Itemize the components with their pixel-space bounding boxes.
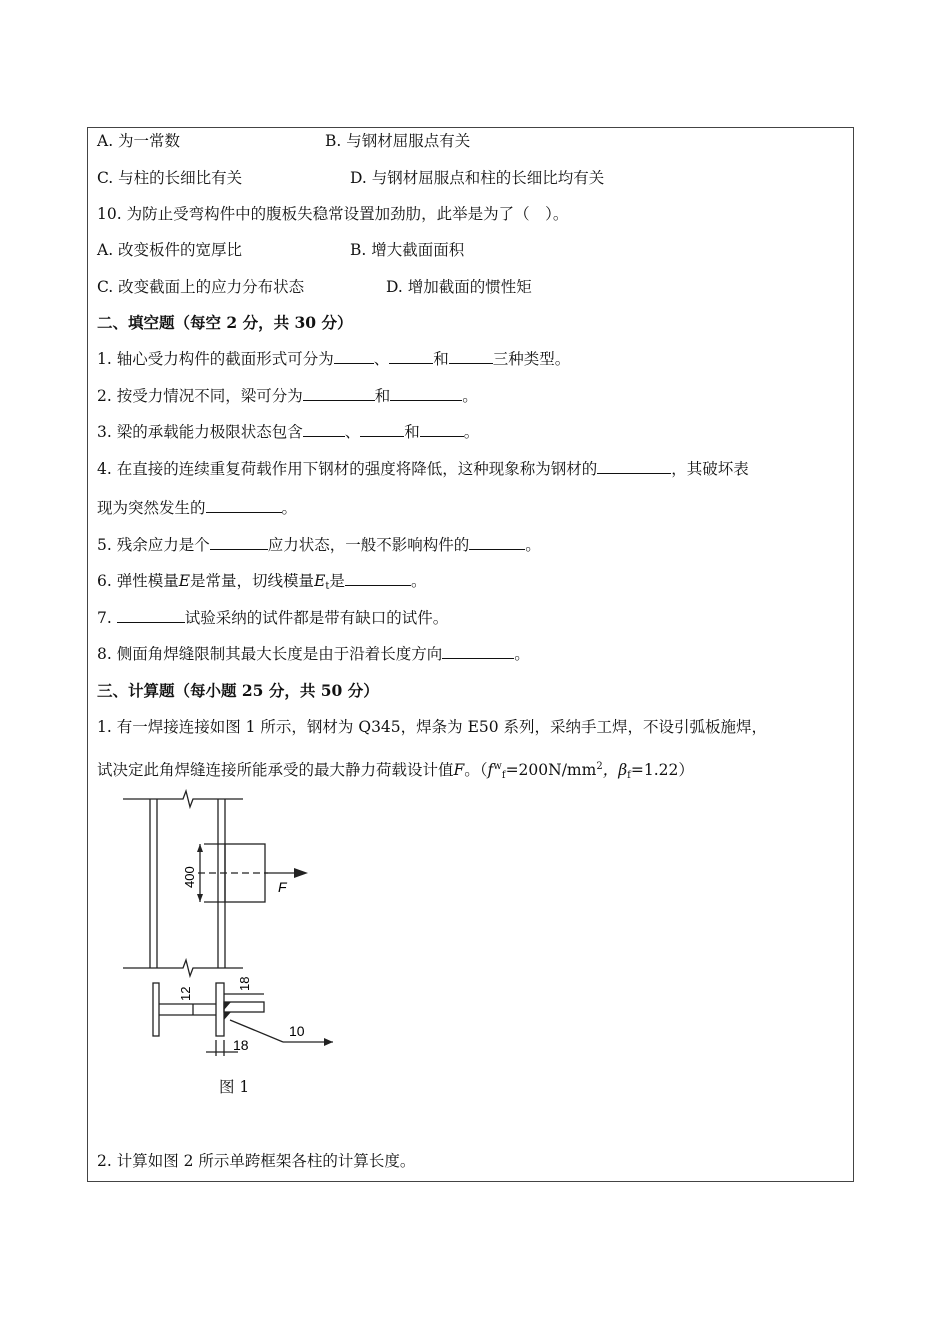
section2-heading: 二、填空题（每空 2 分，共 30 分） — [97, 313, 353, 332]
fill-q6-text-d: 。 — [410, 572, 427, 590]
symbol-f-sup: w — [493, 761, 502, 772]
blank[interactable] — [360, 421, 404, 437]
fill-q4-text-a: 4. 在直接的连续重复荷载作用下钢材的强度将降低，这种现象称为钢材的 — [97, 460, 598, 478]
symbol-beta: ，β — [602, 761, 628, 779]
beta-value: =1.22） — [630, 761, 694, 779]
fill-q3 — [97, 421, 479, 443]
blank[interactable] — [303, 385, 375, 401]
q10-option-a: A. 改变板件的宽厚比 — [97, 241, 243, 259]
calc-q2: 2. 计算如图 2 所示单跨框架各柱的计算长度。 — [97, 1152, 416, 1170]
fill-q5-text-a: 5. 残余应力是个 — [97, 536, 210, 554]
blank[interactable] — [206, 497, 282, 513]
fill-q7-text-a: 7. — [97, 609, 117, 627]
fill-q1-text-a: 1. 轴心受力构件的截面形式可分为 — [97, 350, 334, 368]
fill-q2 — [97, 385, 478, 407]
fill-q4-text-b: ，其破坏表 — [671, 460, 749, 478]
calc-q1-paren: 。（ — [464, 761, 488, 779]
fill-q1-text-c: 和 — [433, 350, 449, 368]
q9-option-d: D. 与钢材屈服点和柱的长细比均有关 — [350, 169, 605, 187]
q9-option-c: C. 与柱的长细比有关 — [97, 169, 243, 187]
section3-heading: 三、计算题（每小题 25 分，共 50 分） — [97, 681, 379, 700]
figure-1-caption: 图 1 — [219, 1078, 250, 1096]
q10-option-c: C. 改变截面上的应力分布状态 — [97, 278, 305, 296]
fill-q6-text-b: 是常量，切线模量 — [190, 572, 315, 590]
fill-q5-text-b: 应力状态，一般不影响构件的 — [267, 536, 470, 554]
calc-q1-text: 试决定此角焊缝连接所能承受的最大静力荷载设计值 — [97, 761, 454, 779]
blank[interactable] — [334, 348, 374, 364]
blank[interactable] — [442, 643, 514, 659]
dim-18-top-label: 18 — [237, 976, 252, 991]
symbol-f: f — [487, 761, 494, 779]
fill-q1 — [97, 348, 570, 370]
symbol-e: E — [178, 572, 191, 590]
fill-q1-text-d: 三种类型。 — [492, 350, 571, 368]
blank[interactable] — [303, 421, 345, 437]
fill-q8 — [97, 643, 530, 665]
fill-q2-text-b: 和 — [374, 387, 391, 405]
blank[interactable] — [345, 570, 411, 586]
q9-option-b: B. 与钢材屈服点有关 — [325, 132, 471, 150]
fill-q6-text-a: 6. 弹性模量 — [97, 572, 179, 590]
fill-q6 — [97, 570, 426, 598]
blank[interactable] — [469, 534, 525, 550]
q10-stem: 10. 为防止受弯构件中的腹板失稳常设置加劲肋，此举是为了（ ）。 — [97, 205, 569, 223]
fill-q3-text-d: 。 — [463, 423, 480, 441]
fill-q4-line1 — [97, 458, 749, 480]
symbol-et: E — [314, 572, 326, 590]
fill-q2-text-c: 。 — [462, 387, 478, 405]
fill-q3-text-a: 3. 梁的承载能力极限状态包含 — [97, 423, 303, 441]
dim-10-label: 10 — [289, 1023, 305, 1039]
blank[interactable] — [420, 421, 464, 437]
blank[interactable] — [449, 348, 493, 364]
q10-option-b: B. 增大截面面积 — [350, 241, 465, 259]
fill-q5 — [97, 534, 541, 556]
blank[interactable] — [389, 348, 433, 364]
dim-400-label: 400 — [182, 866, 197, 888]
fill-q1-text-b: 、 — [373, 350, 390, 368]
q10-option-d: D. 增加截面的惯性矩 — [386, 278, 532, 296]
symbol-f-load: F — [453, 761, 465, 779]
fill-q8-text-a: 8. 侧面角焊缝限制其最大长度是由于沿着长度方向 — [97, 645, 443, 663]
blank[interactable] — [117, 607, 185, 623]
fill-q4-line2 — [97, 497, 297, 519]
f-value-exp: 2 — [596, 761, 603, 772]
symbol-beta-sub: f — [627, 770, 631, 781]
fill-q4-text-d: 。 — [281, 499, 298, 517]
fill-q2-text-a: 2. 按受力情况不同，梁可分为 — [97, 387, 303, 405]
blank[interactable] — [210, 534, 268, 550]
calc-q1-line2 — [97, 756, 694, 787]
fill-q6-text-c: 是 — [329, 572, 345, 590]
fill-q7 — [97, 607, 448, 629]
dim-18-bottom-label: 18 — [233, 1037, 249, 1053]
fill-q5-text-c: 。 — [525, 536, 541, 554]
q9-option-a: A. 为一常数 — [97, 132, 181, 150]
f-value: =200N/mm — [505, 761, 597, 779]
fill-q4-text-c: 现为突然发生的 — [97, 499, 206, 517]
figure-1-weld-diagram — [118, 788, 348, 1063]
symbol-f-sub: f — [501, 770, 506, 781]
calc-q1-line1: 1. 有一焊接连接如图 1 所示，钢材为 Q345，焊条为 E50 系列，采纳手工焊，不设引弧板施焊， — [97, 718, 768, 736]
blank[interactable] — [390, 385, 462, 401]
fill-q7-text-b: 试验采纳的试件都是带有缺口的试件。 — [184, 609, 449, 627]
fill-q3-text-b: 、 — [344, 423, 361, 441]
force-label: F — [278, 879, 287, 895]
dim-12-label: 12 — [178, 986, 193, 1001]
blank[interactable] — [597, 458, 671, 474]
fill-q3-text-c: 和 — [404, 423, 420, 441]
fill-q8-text-b: 。 — [514, 645, 530, 663]
symbol-et-sub: t — [325, 581, 330, 592]
